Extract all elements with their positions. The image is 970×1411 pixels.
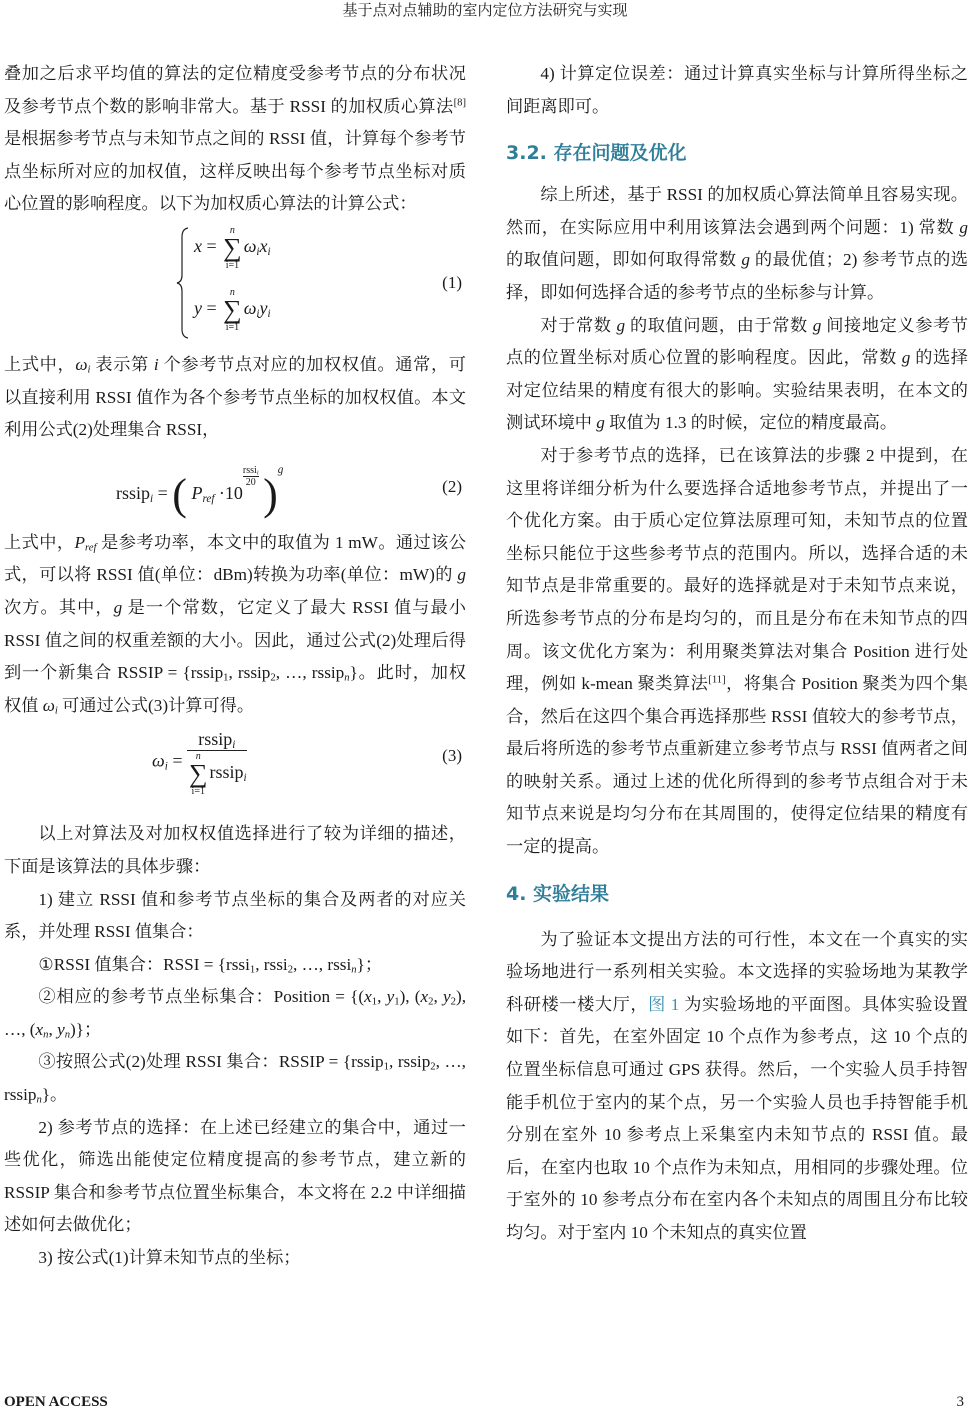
step-1-subitem-1: ①RSSI 值集合：RSSI = {rssi$_1$, rssi$_2$, …, rssi$_n$}； (38, 954, 383, 976)
step-4: 4) 计算定位误差：通过计算真实坐标与计算所得坐标之间距离即可。 (506, 64, 968, 116)
left-column (4, 58, 466, 1275)
citation-8[interactable]: [8] (453, 97, 466, 109)
equation-3-number: (3) (442, 746, 462, 766)
equation-2-body: rssip$_i$ = ( $P_{ref} \cdot 10$ rssi$_i$ 20 )$^g$ (116, 463, 284, 519)
paragraph-pref-definition: 上式中，$P_{ref}$ 是参考功率，本文中的取值为 1 mW。通过该公式，可以将 RSSI 值(单位：dBm)转换为功率(单位：mW)的 g 次方。其中，g 是一个常数，它定义了最大 RSSI 值与最小 RSSI 值之间的权重差额的大小。因此，通过公式(2)处理后得到一个新集合 RSSIP = {rssip$_1$, rssip$_2$, …, rssip$_n$}。此时，加权权值 $\omega_i$ 可通过公式(3)计算可得。 (4, 532, 466, 717)
paragraph-intro: 叠加之后求平均值的算法的定位精度受参考节点的分布状况及参考节点个数的影响非常大。基于 RSSI 的加权质心算法[8]是根据参考节点与未知节点之间的 RSSI 值，计算每个参考节点坐标所对应的加权值，这样反映出每个参考节点坐标对质心位置的影响程度。以下为加权质心算法的计算公式： (4, 64, 466, 214)
equation-3-body: $\omega_i$ = rssip$_i$ n ∑ i=1 rssip$_i$ (152, 729, 247, 798)
paragraph-problems: 综上所述，基于 RSSI 的加权质心算法简单且容易实现。然而，在实际应用中利用该算法会遇到两个问题：1) 常数 g 的取值问题，即如何取得常数 g 的最优值；2) 参考节点的选择，即如何选择合适的参考节点的坐标参与计算。 (506, 185, 968, 302)
paragraph-omega-definition: 上式中，$\omega_i$ 表示第 i 个参考节点对应的加权权值。通常，可以直接利用 RSSI 值作为各个参考节点坐标的加权权值。本文利用公式(2)处理集合 RSSI， (4, 354, 466, 440)
fraction: rssip$_i$ n ∑ i=1 rssip$_i$ (188, 729, 247, 798)
figure-1-link[interactable]: 图 1 (648, 994, 680, 1014)
equation-1-line-y: y = n ∑ i=1 $\omega_iy_i$ (194, 286, 271, 333)
paragraph-constant-g: 对于常数 g 的取值问题，由于常数 g 间接地定义参考节点的位置坐标对质心位置的影响程度。因此，常数 g 的选择对定位结果的精度有很大的影响。实验结果表明，在本文的测试环境中 g 取值为 1.3 的时候，定位的精度最高。 (506, 315, 968, 433)
open-access-label: OPEN ACCESS (4, 1394, 108, 1410)
step-1: 1) 建立 RSSI 值和参考节点坐标的集合及两者的对应关系，并处理 RSSI 值集合： (4, 889, 466, 942)
equation-2 (4, 447, 466, 527)
right-column (506, 58, 968, 1250)
running-title: 基于点对点辅助的室内定位方法研究与实现 (342, 3, 628, 19)
step-2: 2) 参考节点的选择：在上述已经建立的集合中，通过一些优化，筛选出能使定位精度提高的参考节点，建立新的 RSSIP 集合和参考节点位置坐标集合，本文将在 2.2 中详细描述如何去做优化； (4, 1117, 466, 1235)
citation-11[interactable]: [11] (708, 674, 726, 686)
paragraph-reference-selection: 对于参考节点的选择，已在该算法的步骤 2 中提到，在这里将详细分析为什么要选择合适地参考节点，并提出了一个优化方案。由于质心定位算法原理可知，未知节点的位置坐标只能位于这些参考节点的范围内。所以，选择合适的未知节点是非常重要的。最好的选择就是对于未知节点来说，所选参考节点的分布是均匀的，而且是分布在未知节点的四周。该文优化方案为：利用聚类算法对集合 Position 进行处理，例如 k-mean 聚类算法[11]，将集合 Position 聚类为四个集合，然后在这四个集合再选择那些 RSSI 值较大的参考节点，最后将所选的参考节点重新建立参考节点与 RSSI 值两者之间的映射关系。通过上述的优化所得到的参考节点组合对于未知节点来说是均匀分布在其周围的，使得定位结果的精度有一定的提高。 (506, 445, 968, 857)
sum-operator: n ∑ i=1 (223, 224, 242, 271)
equation-3 (4, 722, 466, 818)
step-3: 3) 按公式(1)计算未知节点的坐标； (38, 1248, 301, 1268)
equation-1-line-x: x = n ∑ i=1 $\omega_ix_i$ (194, 224, 271, 271)
equation-1-number: (1) (442, 272, 462, 292)
running-header (0, 0, 970, 22)
page-footer (0, 1394, 970, 1411)
step-1-subitem-3: ③按照公式(2)处理 RSSI 集合：RSSIP = {rssip$_1$, rssip$_2$, …, rssip$_n$}。 (4, 1052, 466, 1106)
paragraph-steps-intro: 以上对算法及对加权权值选择进行了较为详细的描述，下面是该算法的具体步骤： (4, 824, 466, 876)
sum-operator: n ∑ i=1 (223, 286, 242, 333)
paragraph-experiment: 为了验证本文提出方法的可行性，本文在一个真实的实验场地进行一系列相关实验。本文选择的实验场地为某教学科研楼一楼大厅，图 1 为实验场地的平面图。具体实验设置如下：首先，在室外固定 10 个点作为参考点，这 10 个点的位置坐标信息可通过 GPS 获得。然后，一个实验人员手持智能手机位于室内的某个点，另一个实验人员也手持智能手机分别在室外 10 参考点上采集室内未知节点的 RSSI 值。最后，在室内也取 10 个点作为未知点，用相同的步骤处理。位于室外的 10 参考点分布在室内各个未知点的周围且分布比较均匀。对于室内 10 个未知点的真实位置 (506, 929, 968, 1242)
page-number: 3 (956, 1394, 964, 1410)
left-brace-icon (176, 227, 190, 339)
section-heading-4: 4. 实验结果 (506, 882, 610, 905)
section-heading-3-2: 3.2. 存在问题及优化 (506, 142, 687, 165)
equation-1 (4, 221, 466, 349)
step-1-subitem-2: ②相应的参考节点坐标集合：Position = {($x_1$, $y_1$), ($x_2$, $y_2$), …, ($x_n$, $y_n$)}； (4, 987, 467, 1041)
equation-2-number: (2) (442, 476, 462, 496)
